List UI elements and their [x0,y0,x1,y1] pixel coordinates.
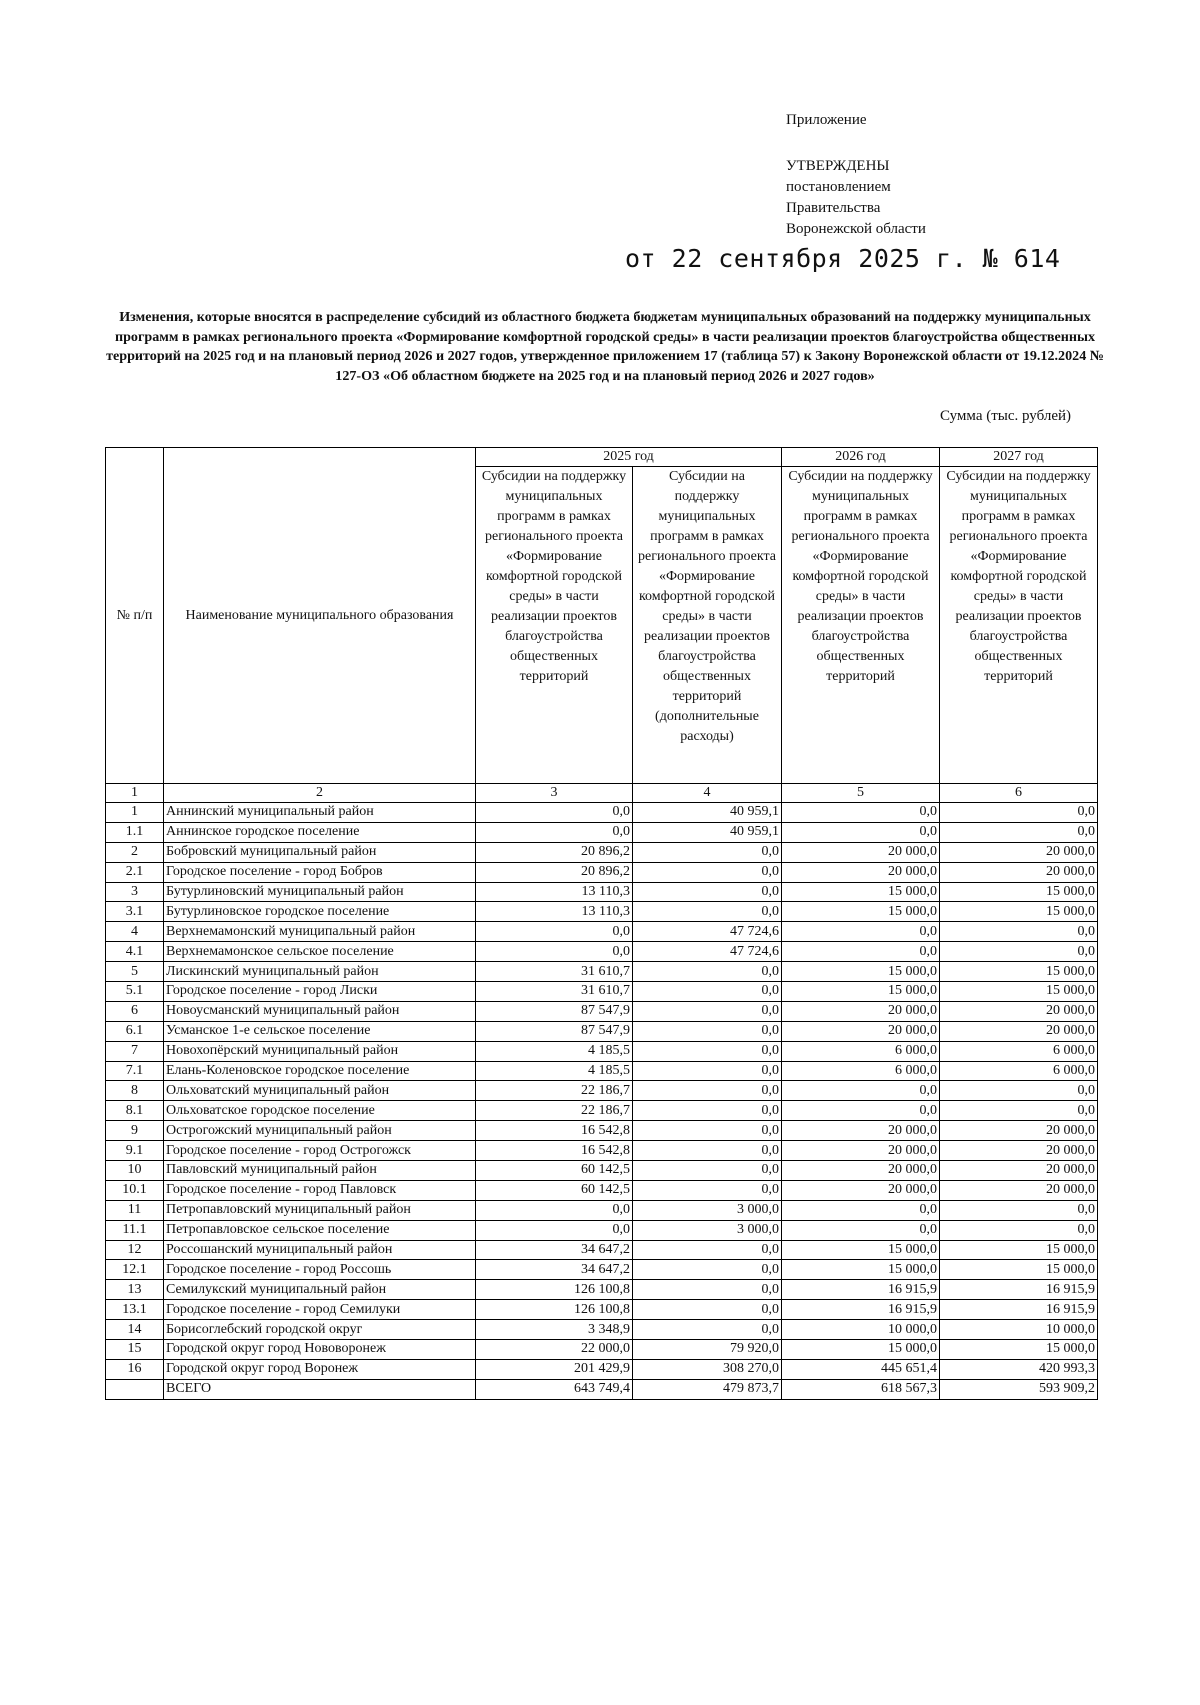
value-2027: 10 000,0 [940,1320,1098,1340]
municipality-name: Петропавловский муниципальный район [164,1200,476,1220]
value-2025: 87 547,9 [476,1001,633,1021]
table-row [106,982,1098,1002]
table-row [106,882,1098,902]
value-2027: 0,0 [940,803,1098,823]
value-2026: 15 000,0 [782,1260,940,1280]
row-number: 12 [106,1240,164,1260]
row-number: 3 [106,882,164,902]
approval-line: постановлением [786,179,891,195]
header-year-2026: 2026 год [782,448,940,467]
value-2025-additional: 0,0 [633,1280,782,1300]
row-number: 16 [106,1359,164,1379]
value-2026: 0,0 [782,822,940,842]
value-2026: 20 000,0 [782,1001,940,1021]
row-number: 11 [106,1200,164,1220]
municipality-name: Семилукский муниципальный район [164,1280,476,1300]
value-2025: 87 547,9 [476,1021,633,1041]
value-2025-additional: 40 959,1 [633,803,782,823]
value-2026: 15 000,0 [782,982,940,1002]
value-2026: 0,0 [782,1220,940,1240]
value-2027: 16 915,9 [940,1300,1098,1320]
value-2027: 0,0 [940,822,1098,842]
value-2027: 20 000,0 [940,862,1098,882]
approval-line: УТВЕРЖДЕНЫ [786,158,890,174]
table-row [106,962,1098,982]
municipality-name: Городской округ город Воронеж [164,1359,476,1379]
municipality-name: Лискинский муниципальный район [164,962,476,982]
value-2025-additional: 3 000,0 [633,1220,782,1240]
row-number: 5 [106,962,164,982]
value-2026: 15 000,0 [782,902,940,922]
table-row [106,1061,1098,1081]
table-row [106,1320,1098,1340]
row-number: 9.1 [106,1141,164,1161]
value-2026: 15 000,0 [782,882,940,902]
row-number: 6.1 [106,1021,164,1041]
value-2025-additional: 0,0 [633,862,782,882]
table-row [106,1161,1098,1181]
value-2025-additional: 0,0 [633,882,782,902]
table-row [106,1101,1098,1121]
row-number: 4.1 [106,942,164,962]
value-2026: 15 000,0 [782,962,940,982]
approval-line: Правительства [786,200,881,216]
row-number: 14 [106,1320,164,1340]
value-2025-additional: 0,0 [633,902,782,922]
value-2025-additional: 0,0 [633,982,782,1002]
table-row [106,922,1098,942]
value-2027: 0,0 [940,1081,1098,1101]
header-desc-2027: Субсидии на поддержку муниципальных программ в рамках регионального проекта «Формирование комфортной городской среды» в части реализации проектов благоустройства общественных территорий [940,467,1098,784]
value-2027: 420 993,3 [940,1359,1098,1379]
value-2027: 20 000,0 [940,1021,1098,1041]
municipality-name: Россошанский муниципальный район [164,1240,476,1260]
value-2025: 22 186,7 [476,1101,633,1121]
value-2027: 0,0 [940,942,1098,962]
table-body [106,803,1098,1400]
row-number: 12.1 [106,1260,164,1280]
value-2027: 593 909,2 [940,1379,1098,1399]
table-row [106,842,1098,862]
value-2025: 0,0 [476,922,633,942]
value-2027: 0,0 [940,1220,1098,1240]
value-2025-additional: 0,0 [633,1161,782,1181]
value-2025-additional: 0,0 [633,1320,782,1340]
value-2025: 34 647,2 [476,1240,633,1260]
municipality-name: Бобровский муниципальный район [164,842,476,862]
value-2025-additional: 0,0 [633,1121,782,1141]
value-2025-additional: 0,0 [633,1180,782,1200]
municipality-name: Ольховатский муниципальный район [164,1081,476,1101]
value-2025-additional: 0,0 [633,1300,782,1320]
header-desc-2026: Субсидии на поддержку муниципальных программ в рамках регионального проекта «Формирование комфортной городской среды» в части реализации проектов благоустройства общественных территорий [782,467,940,784]
value-2025: 3 348,9 [476,1320,633,1340]
value-2026: 0,0 [782,1200,940,1220]
table-row [106,803,1098,823]
row-number: 1.1 [106,822,164,842]
table-row [106,1121,1098,1141]
table-row [106,1021,1098,1041]
value-2025-additional: 47 724,6 [633,922,782,942]
value-2027: 15 000,0 [940,982,1098,1002]
municipality-name: Бутурлиновский муниципальный район [164,882,476,902]
header-name: Наименование муниципального образования [164,448,476,784]
value-2025: 60 142,5 [476,1161,633,1181]
municipality-name: Городское поселение - город Россошь [164,1260,476,1280]
value-2025: 4 185,5 [476,1061,633,1081]
municipality-name: Городской округ город Нововоронеж [164,1340,476,1360]
value-2027: 20 000,0 [940,1180,1098,1200]
value-2026: 20 000,0 [782,1141,940,1161]
value-2027: 20 000,0 [940,842,1098,862]
value-2025: 60 142,5 [476,1180,633,1200]
value-2027: 15 000,0 [940,1240,1098,1260]
value-2026: 15 000,0 [782,1240,940,1260]
appendix-label: Приложение [786,112,867,128]
value-2025: 31 610,7 [476,982,633,1002]
value-2025: 4 185,5 [476,1041,633,1061]
value-2026: 20 000,0 [782,1021,940,1041]
value-2026: 6 000,0 [782,1061,940,1081]
value-2026: 0,0 [782,942,940,962]
row-number: 8 [106,1081,164,1101]
municipality-name: Аннинское городское поселение [164,822,476,842]
row-number: 2.1 [106,862,164,882]
value-2027: 6 000,0 [940,1041,1098,1061]
value-2027: 20 000,0 [940,1141,1098,1161]
table-row [106,1260,1098,1280]
value-2025: 0,0 [476,803,633,823]
row-number: 13 [106,1280,164,1300]
column-number: 5 [782,784,940,803]
column-number: 1 [106,784,164,803]
table-row [106,1240,1098,1260]
value-2025-additional: 0,0 [633,1021,782,1041]
municipality-name: Усманское 1-е сельское поселение [164,1021,476,1041]
value-2027: 15 000,0 [940,1340,1098,1360]
value-2025-additional: 0,0 [633,1081,782,1101]
units-label: Сумма (тыс. рублей) [940,408,1072,424]
value-2026: 0,0 [782,803,940,823]
value-2026: 20 000,0 [782,1121,940,1141]
row-number: 10.1 [106,1180,164,1200]
table-row [106,1220,1098,1240]
header-number: № п/п [106,448,164,784]
municipality-name: Петропавловское сельское поселение [164,1220,476,1240]
value-2025: 0,0 [476,822,633,842]
row-number: 9 [106,1121,164,1141]
table-row [106,1359,1098,1379]
row-number: 13.1 [106,1300,164,1320]
value-2026: 0,0 [782,1101,940,1121]
table-row [106,902,1098,922]
value-2026: 16 915,9 [782,1300,940,1320]
value-2027: 20 000,0 [940,1161,1098,1181]
value-2025: 22 000,0 [476,1340,633,1360]
row-number: 5.1 [106,982,164,1002]
value-2026: 618 567,3 [782,1379,940,1399]
table-row [106,1041,1098,1061]
value-2025-additional: 0,0 [633,842,782,862]
value-2026: 6 000,0 [782,1041,940,1061]
value-2025: 16 542,8 [476,1121,633,1141]
value-2027: 16 915,9 [940,1280,1098,1300]
table-row [106,1280,1098,1300]
value-2025-additional: 79 920,0 [633,1340,782,1360]
row-number: 7.1 [106,1061,164,1081]
value-2027: 15 000,0 [940,882,1098,902]
row-number: 6 [106,1001,164,1021]
header-year-2025: 2025 год [476,448,782,467]
municipality-name: ВСЕГО [164,1379,476,1399]
value-2025: 126 100,8 [476,1300,633,1320]
municipality-name: Павловский муниципальный район [164,1161,476,1181]
value-2027: 20 000,0 [940,1001,1098,1021]
table-row [106,942,1098,962]
value-2025: 126 100,8 [476,1280,633,1300]
municipality-name: Верхнемамонское сельское поселение [164,942,476,962]
value-2026: 10 000,0 [782,1320,940,1340]
table-row [106,1300,1098,1320]
value-2026: 0,0 [782,922,940,942]
value-2025: 31 610,7 [476,962,633,982]
table-row [106,822,1098,842]
municipality-name: Борисоглебский городской округ [164,1320,476,1340]
value-2025-additional: 0,0 [633,1001,782,1021]
municipality-name: Острогожский муниципальный район [164,1121,476,1141]
value-2025: 13 110,3 [476,902,633,922]
value-2025: 643 749,4 [476,1379,633,1399]
value-2025: 201 429,9 [476,1359,633,1379]
value-2025-additional: 308 270,0 [633,1359,782,1379]
value-2025-additional: 479 873,7 [633,1379,782,1399]
table-row [106,1340,1098,1360]
value-2025-additional: 0,0 [633,1260,782,1280]
municipality-name: Городское поселение - город Павловск [164,1180,476,1200]
row-number: 7 [106,1041,164,1061]
value-2027: 15 000,0 [940,962,1098,982]
municipality-name: Новоусманский муниципальный район [164,1001,476,1021]
value-2026: 0,0 [782,1081,940,1101]
value-2026: 15 000,0 [782,1340,940,1360]
value-2025: 34 647,2 [476,1260,633,1280]
approval-line: Воронежской области [786,221,926,237]
table-row [106,862,1098,882]
municipality-name: Верхнемамонский муниципальный район [164,922,476,942]
municipality-name: Городское поселение - город Острогожск [164,1141,476,1161]
value-2027: 6 000,0 [940,1061,1098,1081]
value-2025: 0,0 [476,942,633,962]
municipality-name: Новохопёрский муниципальный район [164,1041,476,1061]
approval-block [786,156,926,240]
decree-date-number: от 22 сентября 2025 г. № 614 [625,244,1061,273]
table-row [106,1081,1098,1101]
value-2025: 13 110,3 [476,882,633,902]
value-2025-additional: 0,0 [633,1101,782,1121]
value-2026: 445 651,4 [782,1359,940,1379]
row-number: 15 [106,1340,164,1360]
value-2025: 20 896,2 [476,842,633,862]
table-row [106,1001,1098,1021]
column-number: 6 [940,784,1098,803]
row-number: 8.1 [106,1101,164,1121]
value-2026: 20 000,0 [782,1161,940,1181]
row-number: 11.1 [106,1220,164,1240]
value-2025: 20 896,2 [476,862,633,882]
value-2025-additional: 0,0 [633,1141,782,1161]
value-2025-additional: 0,0 [633,1061,782,1081]
column-number: 2 [164,784,476,803]
header-desc-2025-additional: Субсидии на поддержку муниципальных программ в рамках регионального проекта «Формирование комфортной городской среды» в части реализации проектов благоустройства общественных территорий (дополнительные расходы) [633,467,782,784]
table-row [106,1180,1098,1200]
header-desc-2025: Субсидии на поддержку муниципальных программ в рамках регионального проекта «Формирование комфортной городской среды» в части реализации проектов благоустройства общественных территорий [476,467,633,784]
total-row [106,1379,1098,1399]
municipality-name: Городское поселение - город Семилуки [164,1300,476,1320]
value-2025-additional: 0,0 [633,1041,782,1061]
value-2025-additional: 3 000,0 [633,1200,782,1220]
row-number [106,1379,164,1399]
header-year-2027: 2027 год [940,448,1098,467]
document-title: Изменения, которые вносятся в распределение субсидий из областного бюджета бюджетам муниципальных образований на поддержку муниципальных программ в рамках регионального проекта «Формирование комфортной городской среды» в части реализации проектов благоустройства общественных территорий на 2025 год и на плановый период 2026 и 2027 годов, утвержденное приложением 17 (таблица 57) к Закону Воронежской области от 19.12.2024 № 127-ОЗ «Об областном бюджете на 2025 год и на плановый период 2026 и 2027 годов» [106,309,1104,384]
value-2027: 20 000,0 [940,1121,1098,1141]
table-row [106,1141,1098,1161]
value-2027: 0,0 [940,1101,1098,1121]
row-number: 2 [106,842,164,862]
municipality-name: Ольховатское городское поселение [164,1101,476,1121]
value-2026: 20 000,0 [782,1180,940,1200]
value-2025-additional: 40 959,1 [633,822,782,842]
municipality-name: Городское поселение - город Лиски [164,982,476,1002]
subsidy-table [105,447,1098,1400]
value-2027: 0,0 [940,1200,1098,1220]
value-2026: 20 000,0 [782,862,940,882]
value-2026: 16 915,9 [782,1280,940,1300]
value-2027: 15 000,0 [940,1260,1098,1280]
municipality-name: Городское поселение - город Бобров [164,862,476,882]
value-2025: 16 542,8 [476,1141,633,1161]
value-2027: 15 000,0 [940,902,1098,922]
row-number: 4 [106,922,164,942]
value-2027: 0,0 [940,922,1098,942]
value-2025: 0,0 [476,1220,633,1240]
municipality-name: Елань-Коленовское городское поселение [164,1061,476,1081]
value-2025-additional: 0,0 [633,962,782,982]
row-number: 10 [106,1161,164,1181]
value-2026: 20 000,0 [782,842,940,862]
municipality-name: Бутурлиновское городское поселение [164,902,476,922]
value-2025-additional: 0,0 [633,1240,782,1260]
row-number: 1 [106,803,164,823]
column-number: 4 [633,784,782,803]
value-2025-additional: 47 724,6 [633,942,782,962]
value-2025: 22 186,7 [476,1081,633,1101]
row-number: 3.1 [106,902,164,922]
column-number: 3 [476,784,633,803]
table-row [106,1200,1098,1220]
value-2025: 0,0 [476,1200,633,1220]
municipality-name: Аннинский муниципальный район [164,803,476,823]
